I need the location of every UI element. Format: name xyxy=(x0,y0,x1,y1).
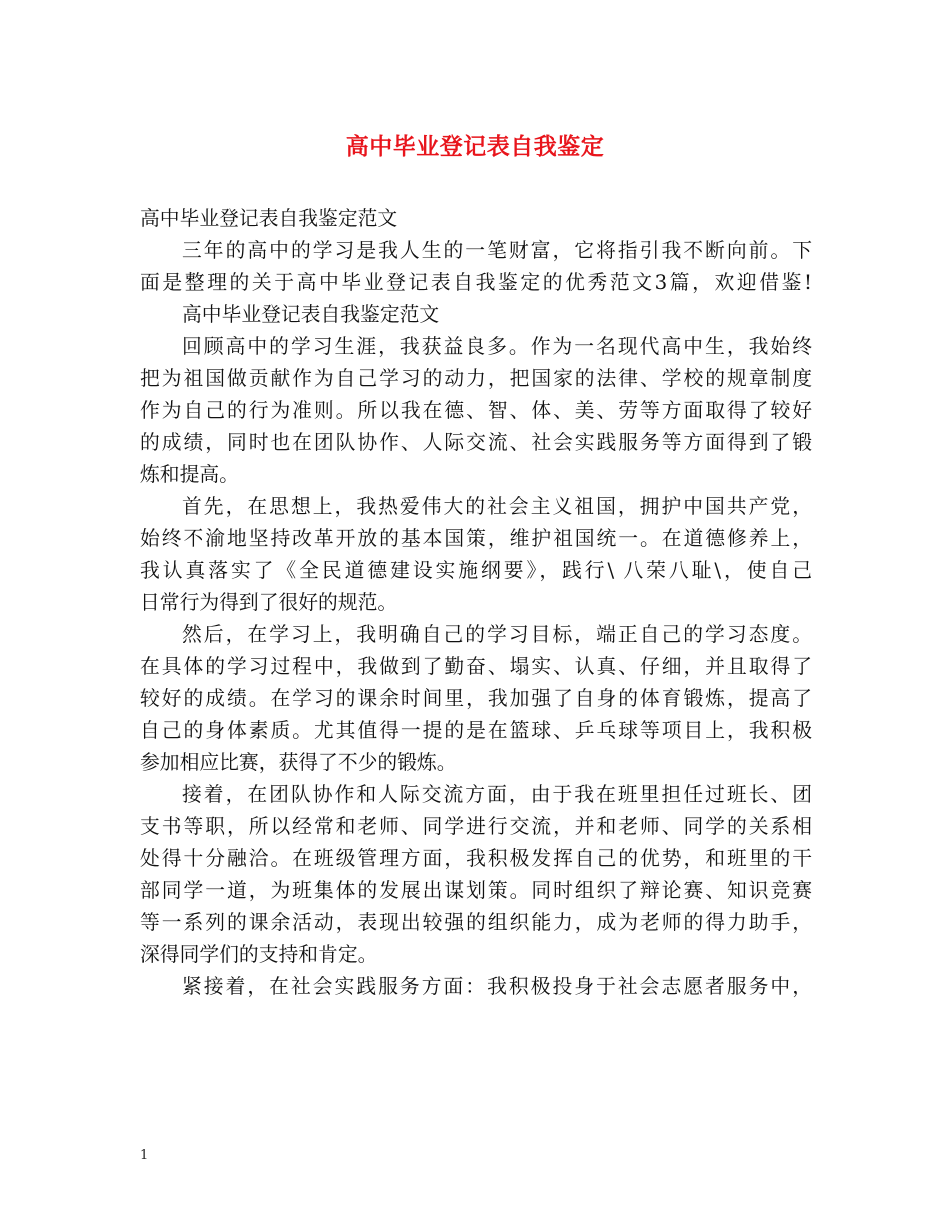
text-line: 作为自己的行为准则。所以我在德、智、体、美、劳等方面取得了较好 xyxy=(140,399,812,422)
document-body xyxy=(140,203,812,1003)
paragraph-first-line: 回顾高中的学习生涯，我获益良多。作为一名现代高中生，我始终 xyxy=(182,335,812,358)
paragraph-first-line: 紧接着，在社会实践服务方面：我积极投身于社会志愿者服务中， xyxy=(182,975,812,998)
text-line: 把为祖国做贡献作为自己学习的动力，把国家的法律、学校的规章制度 xyxy=(140,367,812,390)
text-line: 的成绩，同时也在团队协作、人际交流、社会实践服务等方面得到了锻 xyxy=(140,431,812,454)
text-line: 高中毕业登记表自我鉴定范文 xyxy=(140,207,398,230)
text-line: 始终不渝地坚持改革开放的基本国策，维护祖国统一。在道德修养上， xyxy=(140,527,812,550)
paragraph-last-line: 参加相应比赛，获得了不少的锻炼。 xyxy=(140,751,457,774)
text-line: 我认真落实了《全民道德建设实施纲要》，践行\ 八荣八耻\，使自己 xyxy=(140,559,812,582)
text-line: 在具体的学习过程中，我做到了勤奋、塌实、认真、仔细，并且取得了 xyxy=(140,655,812,678)
paragraph-first-line: 然后，在学习上，我明确自己的学习目标，端正自己的学习态度。 xyxy=(182,623,812,646)
paragraph-first-line: 接着，在团队协作和人际交流方面，由于我在班里担任过班长、团 xyxy=(182,783,812,806)
paragraph-last-line: 炼和提高。 xyxy=(140,463,239,486)
paragraph-last-line: 深得同学们的支持和肯定。 xyxy=(140,943,378,966)
page-number: 1 xyxy=(140,1148,149,1163)
paragraph-last-line: 日常行为得到了很好的规范。 xyxy=(140,591,398,614)
text-line: 处得十分融洽。在班级管理方面，我积极发挥自己的优势，和班里的干 xyxy=(140,847,812,870)
document-title: 高中毕业登记表自我鉴定 xyxy=(345,133,605,160)
text-line: 部同学一道，为班集体的发展出谋划策。同时组织了辩论赛、知识竞赛 xyxy=(140,879,812,902)
text-line: 面是整理的关于高中毕业登记表自我鉴定的优秀范文3篇，欢迎借鉴! xyxy=(140,271,812,294)
text-line: 支书等职，所以经常和老师、同学进行交流，并和老师、同学的关系相 xyxy=(140,815,812,838)
section-heading-line: 高中毕业登记表自我鉴定范文 xyxy=(182,303,440,326)
text-line: 等一系列的课余活动，表现出较强的组织能力，成为老师的得力助手， xyxy=(140,911,812,934)
text-line: 自己的身体素质。尤其值得一提的是在篮球、乒乓球等项目上，我积极 xyxy=(140,719,812,742)
paragraph-first-line: 首先，在思想上，我热爱伟大的社会主义祖国，拥护中国共产党， xyxy=(182,495,812,518)
text-line: 较好的成绩。在学习的课余时间里，我加强了自身的体育锻炼，提高了 xyxy=(140,687,812,710)
paragraph-first-line: 三年的高中的学习是我人生的一笔财富，它将指引我不断向前。下 xyxy=(182,239,812,262)
